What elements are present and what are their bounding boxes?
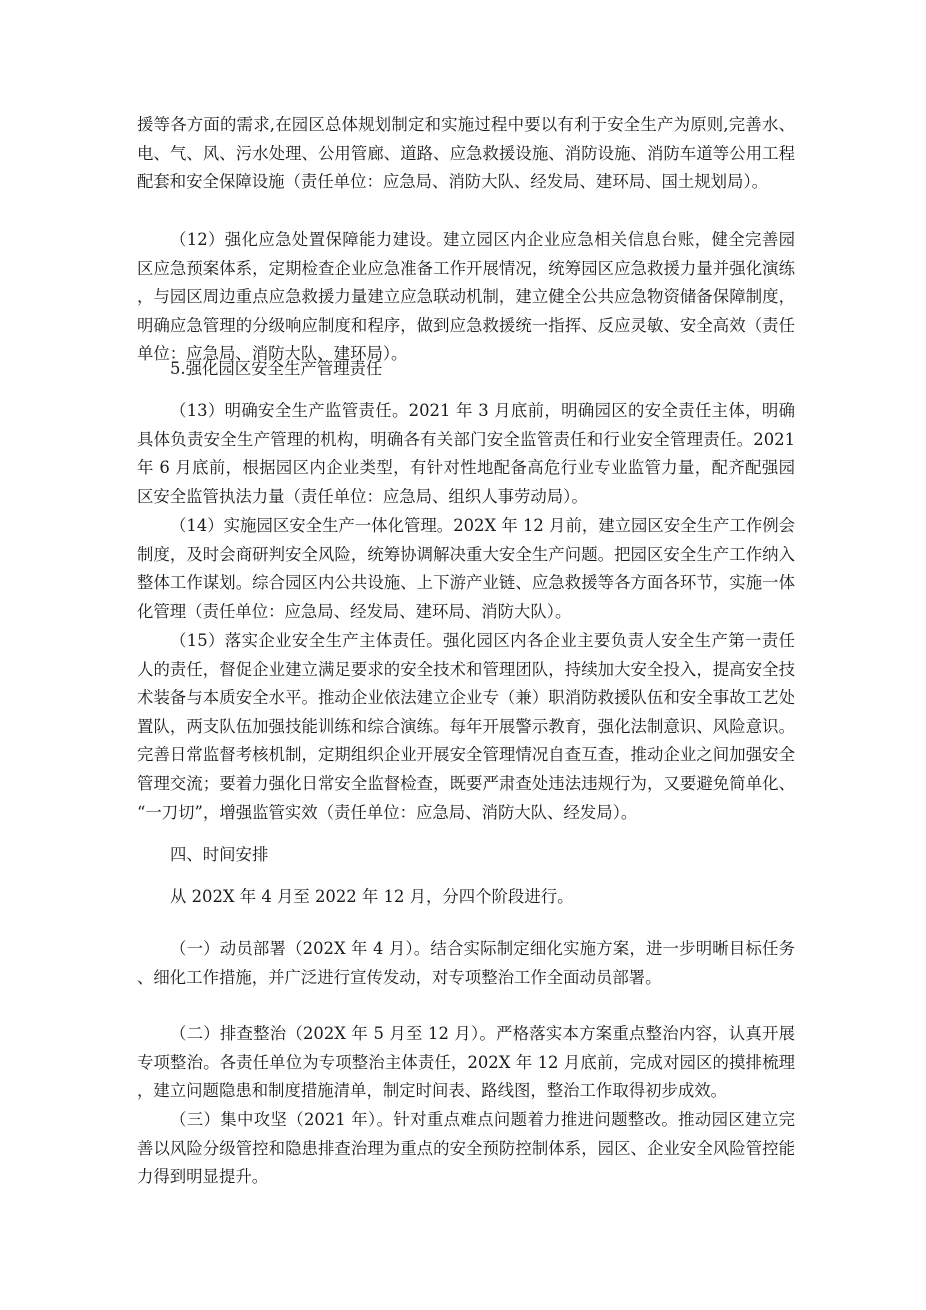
paragraph-item-12: （12）强化应急处置保障能力建设。建立园区内企业应急相关信息台账，健全完善园区应急预案体系，定期检查企业应急准备工作开展情况，统筹园区应急救援力量并强化演练，与园区周边重点应急救援力量建立应急联动机制，建立健全公共应急物资储备保障制度，明确应急管理的分级响应制度和程序，做到应急救援统一指挥、反应灵敏、安全高效（责任单位：应急局、消防大队、建环局）。 [137, 230, 795, 364]
section-heading-4: 四、时间安排 [170, 845, 269, 864]
paragraph-time-intro: 从 202X 年 4 月至 2022 年 12 月，分四个阶段进行。 [170, 887, 574, 906]
section-heading-5: 5.强化园区安全生产管理责任 [170, 359, 383, 378]
paragraph-item-15: （15）落实企业安全生产主体责任。强化园区内各企业主要负责人安全生产第一责任人的责任，督促企业建立满足要求的安全技术和管理团队，持续加大安全投入，提高安全技术装备与本质安全水平。推动企业依法建立企业专（兼）职消防救援队伍和安全事故工艺处置队，两支队伍加强技能训练和综合演练。每年开展警示教育，强化法制意识、风险意识。完善日常监督考核机制，定期组织企业开展安全管理情况自查互查，推动企业之间加强安全管理交流；要着力强化日常安全监督检查，既要严肃查处违法违规行为，又要避免简单化、“一刀切”，增强监管实效（责任单位：应急局、消防大队、经发局）。 [137, 631, 795, 822]
paragraph-continuation: 援等各方面的需求,在园区总体规划制定和实施过程中要以有利于安全生产为原则,完善水、电、气、风、污水处理、公用管廊、道路、应急救援设施、消防设施、消防车道等公用工程配套和安全保障设施（责任单位：应急局、消防大队、经发局、建环局、国土规划局）。 [137, 115, 795, 192]
paragraph-stage-3: （三）集中攻坚（2021 年）。针对重点难点问题着力推进问题整改。推动园区建立完善以风险分级管控和隐患排查治理为重点的安全预防控制体系，园区、企业安全风险管控能力得到明显提升。 [137, 1110, 795, 1187]
paragraph-item-13: （13）明确安全生产监管责任。2021 年 3 月底前，明确园区的安全责任主体，明确具体负责安全生产管理的机构，明确各有关部门安全监管责任和行业安全管理责任。2021 年 6 月底前，根据园区内企业类型，有针对性地配备高危行业专业监管力量，配齐配强园区安全监管执法力量（责任单位：应急局、组织人事劳动局）。 [137, 401, 795, 506]
paragraph-item-14: （14）实施园区安全生产一体化管理。202X 年 12 月前，建立园区安全生产工作例会制度，及时会商研判安全风险，统筹协调解决重大安全生产问题。把园区安全生产工作纳入整体工作谋划。综合园区内公共设施、上下游产业链、应急救援等各方面各环节，实施一体化管理（责任单位：应急局、经发局、建环局、消防大队）。 [137, 516, 795, 621]
paragraph-stage-2: （二）排查整治（202X 年 5 月至 12 月）。严格落实本方案重点整治内容，认真开展专项整治。各责任单位为专项整治主体责任，202X 年 12 月底前，完成对园区的摸排梳理，建立问题隐患和制度措施清单，制定时间表、路线图，整治工作取得初步成效。 [137, 1024, 795, 1101]
paragraph-stage-1: （一）动员部署（202X 年 4 月）。结合实际制定细化实施方案，进一步明晰目标任务、细化工作措施，并广泛进行宣传发动，对专项整治工作全面动员部署。 [137, 939, 795, 987]
